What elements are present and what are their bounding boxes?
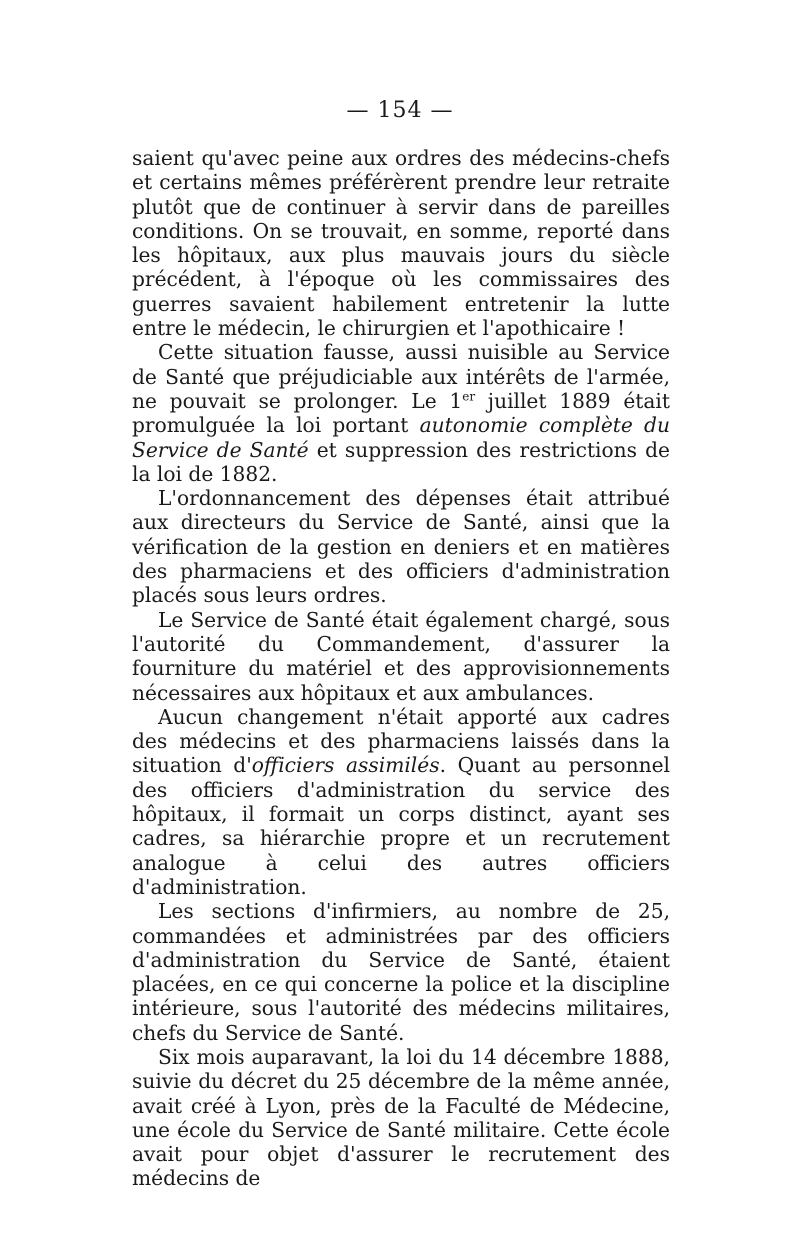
italic-text: autonomie complète du Service de Santé — [132, 413, 670, 462]
paragraph — [132, 1045, 670, 1191]
paragraph — [132, 899, 670, 1045]
text-segment: et suppression des restrictions de la loi de 1882. — [132, 437, 671, 486]
paragraph — [132, 146, 670, 340]
page-number: — 154 — — [346, 98, 454, 123]
paragraph — [132, 608, 670, 705]
paragraph — [132, 486, 670, 607]
text-segment: Cette situation fausse, aussi nuisible au Service de Santé que préjudiciable aux intérêts de l'armée, ne pouvait se prolonger. Le 1 — [132, 340, 670, 413]
text-segment: L'ordonnancement des dépenses était attribué aux directeurs du Service de Santé, ainsi que la vérification de la gestion en deniers et en matières des pharmaciens et des officiers d'administration placés sous leurs ordres. — [132, 486, 670, 608]
page-body — [132, 146, 670, 1191]
text-segment: juillet 1889 était promulguée la loi portant — [132, 388, 670, 438]
paragraph — [132, 705, 670, 899]
text-segment: Les sections d'infirmiers, au nombre de 25, commandées et administrées par des officiers d'administration du Service de Santé, étaient placées, en ce qui concerne la police et la discipline intérieure, sous l'autorité des médecins militaires, chefs du Service de Santé. — [132, 899, 670, 1045]
paragraph — [132, 340, 670, 486]
text-segment: Six mois auparavant, la loi du 14 décembre 1888, suivie du décret du 25 décembre de la même année, avait créé à Lyon, près de la Faculté de Médecine, une école du Service de Santé militaire. Cette école avait pour objet d'assurer le recrutement des médecins de — [132, 1044, 670, 1191]
text-segment: Aucun changement n'était apporté aux cadres des médecins et des pharmaciens laissés dans la situation d' — [132, 704, 670, 778]
text-segment: Le Service de Santé était également chargé, sous l'autorité du Commandement, d'assurer la fourniture du matériel et des approvisionnements nécessaires aux hôpitaux et aux ambulances. — [132, 607, 670, 705]
text-segment: . Quant au personnel des officiers d'administration du service des hôpitaux, il formait un corps distinct, ayant ses cadres, sa hiérarchie propre et un recrutement analogue à celui des autres officiers d'administration. — [132, 753, 670, 899]
superscript-text: er — [462, 389, 476, 404]
italic-text: officiers assimilés — [251, 753, 440, 778]
text-segment: saient qu'avec peine aux ordres des médecins-chefs et certains mêmes préférèrent prendre leur retraite plutôt que de continuer à servir dans de pareilles conditions. On se trouvait, en somme, reporté dans les hôpitaux, aux plus mauvais jours du siècle précédent, à l'époque où les commissaires des guerres savaient habilement entretenir la lutte entre le médecin, le chirurgien et l'apothicaire ! — [132, 146, 670, 341]
